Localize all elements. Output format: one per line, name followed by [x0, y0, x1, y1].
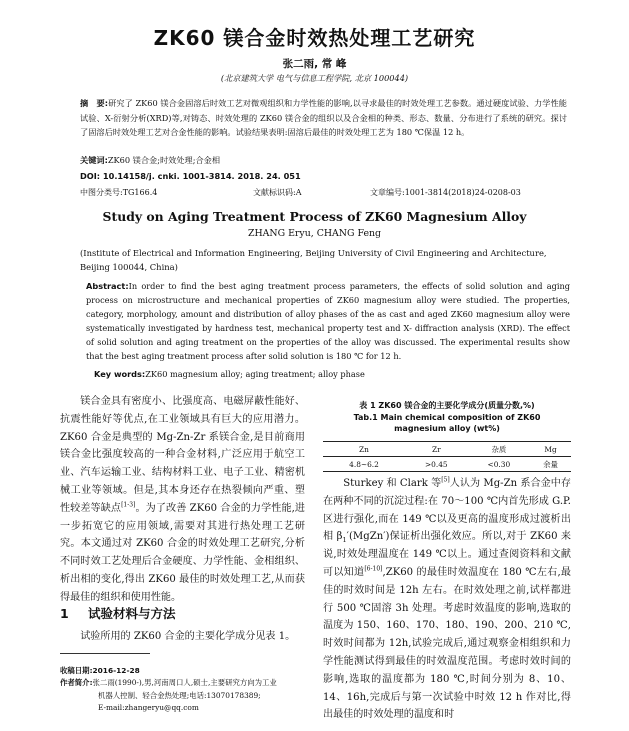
received-date: 收稿日期:2016-12-28 [60, 666, 140, 675]
authors: 张二雨, 常 峰 [282, 58, 347, 70]
bio-label: 作者简介: [60, 678, 93, 688]
citation-ref: [1-3] [121, 501, 136, 509]
keywords-cn-label: 关键词: [80, 155, 108, 165]
intro-text-end: 。为了改善 ZK60 合金的力学性能,进一步拓宽它的应用领域,需要对其进行热处理工艺研究。本文通过对 ZK60 合金的时效处理工艺研究,分析不同时效工艺处理后合金硬度、力学性能、金相组织、析出相的变化,得出 ZK60 最佳的时效处理工艺,从而获得最佳的组织和使用性能。 [60, 502, 306, 603]
abstract-en-text: In order to find the best aging treatment process parameters, the effects of solid solution and aging process on microstructure and mechanical properties of ZK60 magnesium alloy were studied. The properties, category, morphology, amount and distribution of alloy phases of the as cast and aged ZK60 magnesium alloy were systematically investigated by hardness test, mechanical property test and X- diffraction analysis (XRD). The effect of solid solution and aging treatment on the properties of the alloy was discussed. The experimental results show that the best aging treatment process after solid solution is 180 ℃ for 12 h. [86, 281, 570, 361]
bio-text: 张二雨(1990-),男,河南周口人,硕士,主要研究方向为工业 [92, 678, 277, 688]
english-title: Study on Aging Treatment Process of ZK60 Magnesium Alloy [102, 209, 527, 224]
keywords-cn-text: ZK60 镁合金;时效处理;合金相 [107, 155, 221, 165]
section-body: 试验所用的 ZK60 合金的主要化学成分见表 1。 [80, 631, 296, 642]
abstract-cn-label: 摘 要: [80, 98, 109, 108]
table-cell: 4.8~6.2 [323, 457, 405, 472]
abstract-cn-text: 研究了 ZK60 镁合金固溶后时效工艺对微观组织和力学性能的影响,以寻求最佳的时效处理工艺参数。通过硬度试验、力学性能试验、X-衍射分析(XRD)等,对铸态、时效处理的 ZK60 镁合金的组织以及合金相的种类、形态、数量、分布进行了系统的研究。探讨了固溶后时效处理工艺对合金性能的影响。试验结果表明:固溶后最佳的时效处理工艺为 180 ℃保温 12 h。 [80, 98, 567, 138]
article-number: 文章编号:1001-3814(2018)24-0208-03 [370, 188, 521, 197]
citation-ref: [6-10] [364, 565, 383, 573]
table-header-cell: Mg [530, 442, 571, 457]
document-code: 文献标识码:A [253, 188, 302, 197]
table-caption-en-1: Tab.1 Main chemical composition of ZK60 [353, 412, 541, 422]
clc-number: 中图分类号:TG166.4 [80, 188, 158, 197]
subscript: 1 [342, 536, 347, 545]
composition-table [323, 441, 571, 472]
abstract-en [86, 279, 570, 363]
abstract-en-label: Abstract: [86, 281, 129, 291]
section-title: 试验材料与方法 [88, 606, 176, 621]
right-column-paragraph [323, 475, 571, 724]
section-number: 1 [60, 606, 69, 621]
classification-line [80, 187, 567, 199]
footnote-divider [60, 653, 150, 654]
citation-ref: [5] [441, 476, 450, 484]
footnote [60, 665, 308, 715]
table-caption [323, 400, 571, 435]
english-affiliation: (Institute of Electrical and Information Engineering, Beijing University of Civil Engineering and Architecture, Beijing 100044, China) [80, 248, 547, 272]
paper-title: ZK60 镁合金时效热处理工艺研究 [153, 26, 476, 50]
body-text: ′(MgZn′)保证析出强化效应。所以,对于 ZK60 来说,时效处理温度在 149 ℃以上。通过查阅资料和文献可以知道 [323, 531, 572, 578]
keywords-en [94, 369, 574, 379]
body-text: ,ZK60 的最佳时效温度在 180 ℃左右,最佳的时效时间是 12h 左右。在时效处理之前,试样都进行 500 ℃固溶 3h 处理。考虑时效温度的影响,选取的温度为 150、160、170、180、190、200、210 ℃,时效时间都为 12h,试验完成后,通过观察金相组织和力学性能测试得到最佳的时效温度范围。考虑时效时间的影响,选取的温度都为 180 ℃,时间分别为 8、10、14、16h,完成后与第一次试验中时效 12 h 作对比,得出最佳的时效处理的温度和时 [323, 566, 572, 721]
section-heading [60, 604, 176, 622]
keywords-en-label: Key words: [94, 369, 146, 379]
table-header-row [323, 442, 571, 457]
table-header-cell: 杂质 [468, 442, 531, 457]
keywords-cn [80, 155, 567, 166]
table-header-cell: Zn [323, 442, 405, 457]
table-caption-cn: 表 1 ZK60 镁合金的主要化学成分(质量分数,%) [359, 401, 535, 410]
table-row [323, 457, 571, 472]
author-email: E-mail:zhangeryu@qq.com [98, 703, 199, 713]
intro-paragraph [60, 393, 305, 607]
table-header-cell: Zr [405, 442, 468, 457]
affiliation: (北京建筑大学 电气与信息工程学院, 北京 100044) [220, 73, 409, 83]
intro-text: 镁合金具有密度小、比强度高、电磁屏蔽性能好、抗震性能好等优点,在工业领域具有巨大的应用潜力。ZK60 合金是典型的 Mg-Zn-Zr 系镁合金,是目前商用镁合金比强度较高的一种合金材料,广泛应用于航空工业、汽车运输工业、结构材料工业、电子工业、精密机械工业等领域。但是,其本身还存在热裂倾向严重、塑性较差等缺点 [60, 396, 305, 514]
table-cell: 余量 [530, 457, 571, 472]
abstract-cn [80, 96, 567, 140]
keywords-en-text: ZK60 magnesium alloy; aging treatment; alloy phase [145, 369, 365, 379]
table-cell: <0.30 [468, 457, 531, 472]
table-caption-en-2: magnesium alloy (wt%) [394, 424, 500, 433]
table-cell: >0.45 [405, 457, 468, 472]
doi: DOI: 10.14158/j. cnki. 1001-3814. 2018. 24. 051 [80, 171, 301, 181]
author-bio-line1 [60, 677, 308, 689]
author-bio-line2: 机器人控制、轻合金热处理;电话:13070178389; [98, 690, 261, 700]
english-authors: ZHANG Eryu, CHANG Feng [247, 228, 382, 239]
body-text: Sturkey 和 Clark 等 [343, 478, 442, 489]
body-text: 人认为 Mg-Zn 系合金中存在两种不同的沉淀过程:在 70～100 ℃内首先形成 G.P. 区进行强化,而在 149 ℃以及更高的温度形成过渡析出相 β [323, 478, 571, 543]
